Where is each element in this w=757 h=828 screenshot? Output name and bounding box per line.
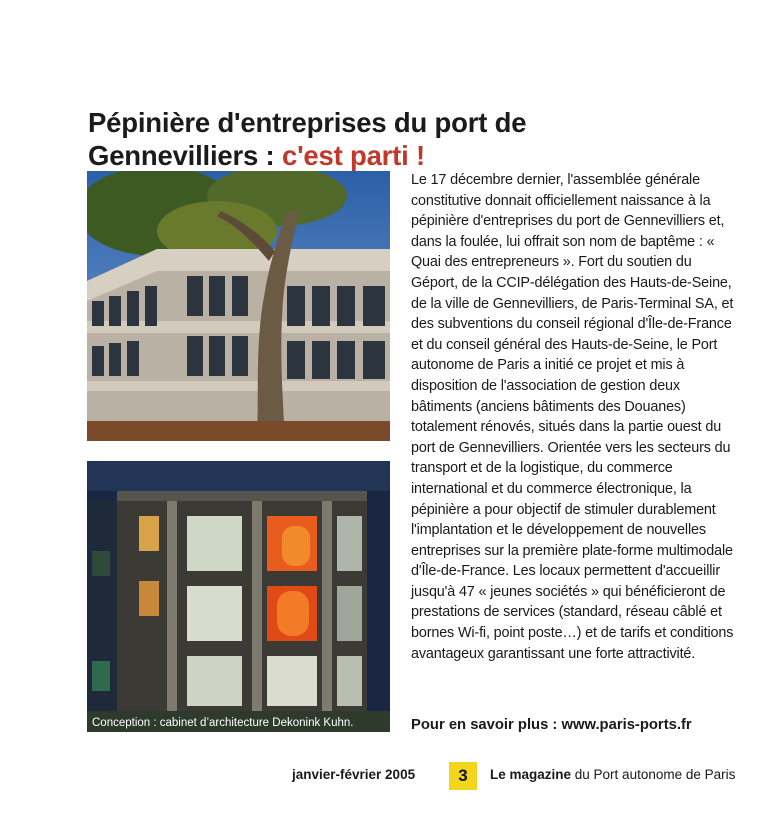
magazine-name-rest: du Port autonome de Paris	[571, 767, 736, 782]
page-number: 3	[449, 762, 477, 790]
article-title	[88, 106, 548, 172]
article-body: Le 17 décembre dernier, l'assemblée générale constitutive donnait officiellement naissance à la pépinière d'entreprises du port de Gennevilliers et, dans la foulée, lui offrait son nom de baptême : « Quai des entrepreneurs ». Fort du soutien du Géport, de la CCIP-délégation des Hauts-de-Seine, de la ville de Gennevilliers, de Paris-Terminal SA, et des subventions du conseil régional d'Île-de-France et du conseil général des Hauts-de-Seine, le Port autonome de Paris a initié ce projet et mis à disposition de l'association de gestion deux bâtiments (anciens bâtiments des Douanes) totalement rénovés, situés dans la partie ouest du port de Gennevilliers. Orientée vers les secteurs du transport et de la logistique, du commerce international et du commerce électronique, la pépinière a pour objectif de stimuler durablement l'implantation et le développement de nouvelles entreprises sur la première plate-forme multimodale d'Île-de-France. Les locaux permettent d'accueillir jusqu'à 47 « jeunes sociétés » qui bénéficieront de prestations de services (standard, réseau câblé et bornes Wi-fi, point poste…) et de tarifs et conditions avantageux garantissant une forte attractivité.	[411, 172, 734, 662]
building-night-photo	[87, 461, 390, 732]
issue-date: janvier-février 2005	[292, 767, 416, 782]
more-info-link[interactable]: Pour en savoir plus : www.paris-ports.fr	[411, 717, 692, 733]
title-main: Pépinière d'entreprises du port de Gennevilliers :	[88, 107, 527, 172]
magazine-name	[490, 767, 735, 782]
photo-caption: Conception : cabinet d’architecture Dekonink Kuhn.	[92, 717, 354, 729]
page-footer	[0, 762, 757, 792]
building-day-photo	[87, 171, 390, 441]
title-accent: c'est parti !	[281, 140, 425, 172]
magazine-name-bold: Le magazine	[490, 767, 572, 782]
